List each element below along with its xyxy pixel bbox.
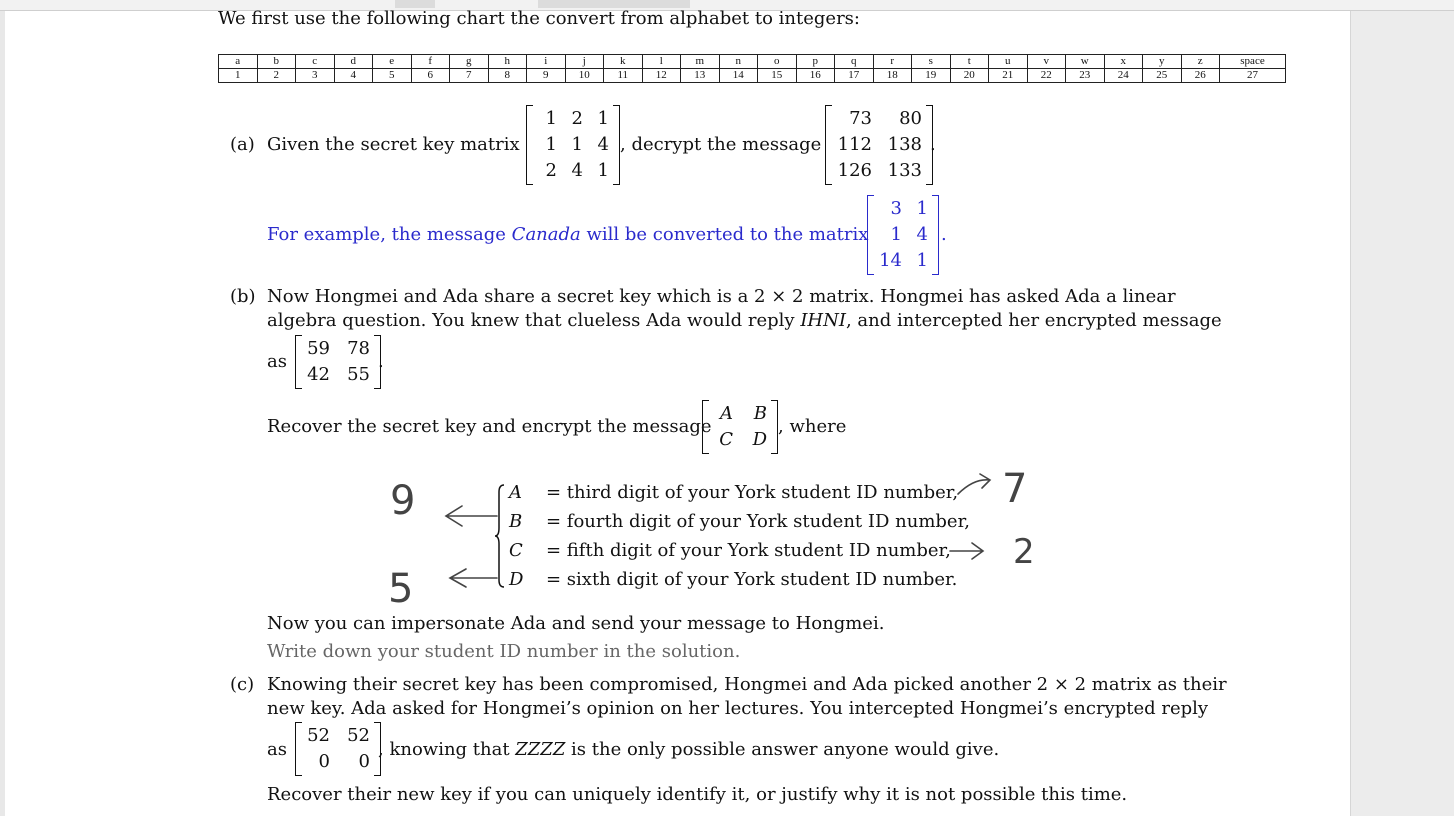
matrix-entry: 1 [571,134,583,155]
chart-value-cell: 22 [1027,69,1066,83]
part-c-knowing [378,739,999,760]
handwritten-two: 2 [1013,532,1035,572]
example-pre: For example, the message [267,224,512,245]
chart-value-cell: 12 [642,69,681,83]
chart-letter-cell: i [527,55,566,69]
matrix-entry: 4 [571,160,583,181]
chart-value-cell: 24 [1104,69,1143,83]
matrix-entry: 1 [890,224,902,245]
matrix-entry: 2 [571,108,583,129]
matrix-entry: D [752,429,767,450]
chart-letter-cell: f [411,55,450,69]
handwritten-nine: 9 [390,478,416,524]
chart-letter-cell: s [912,55,951,69]
part-b-line1: Now Hongmei and Ada share a secret key which is a 2 × 2 matrix. Hongmei has asked Ada a linear [267,286,1176,307]
part-b-line2b: , and intercepted her encrypted message [845,310,1222,331]
matrix-entry: C [719,429,733,450]
encrypted-matrix-c [295,722,381,776]
arrow-to-seven [958,474,990,494]
part-c-recover: Recover their new key if you can uniquely identify it, or justify why it is not possible this time. [267,784,1128,805]
def-var: C [509,540,523,561]
matrix-entry: A [720,403,733,424]
part-c-line1: Knowing their secret key has been compromised, Hongmei and Ada picked another 2 × 2 matrix as their [267,674,1227,695]
matrix-entry: 112 [837,134,872,155]
matrix-entry: 59 [307,338,330,359]
chart-value-cell: 15 [758,69,797,83]
chart-letter-cell: p [796,55,835,69]
def-text: = fourth digit of your York student ID number, [546,511,970,532]
chart-value-cell: 19 [912,69,951,83]
matrix-entry: 55 [347,364,370,385]
matrix-entry: 1 [916,198,928,219]
chart-letter-cell: n [719,55,758,69]
def-var: A [509,482,522,503]
chart-value-cell: 1 [219,69,258,83]
chart-letter-cell: m [681,55,720,69]
matrix-entry: 80 [899,108,922,129]
matrix-entry: 138 [887,134,922,155]
chart-letter-cell: c [296,55,335,69]
chart-value-cell: 4 [334,69,373,83]
matrix-entry: 133 [887,160,922,181]
matrix-entry: 73 [849,108,872,129]
example-post: will be converted to the matrix [580,224,869,245]
chart-value-cell: 10 [565,69,604,83]
example-end: . [941,224,947,245]
chart-letter-cell: z [1181,55,1220,69]
matrix-entry: 52 [347,725,370,746]
chart-letter-cell: k [604,55,643,69]
matrix-entry: 42 [307,364,330,385]
part-b-line2a: algebra question. You knew that clueless Ada would reply [267,310,801,331]
arrow-to-five [450,569,497,587]
zzzz-text: ZZZZ [515,739,566,760]
chart-letter-cell: q [835,55,874,69]
chart-value-cell: 25 [1143,69,1182,83]
chart-letter-cell: t [950,55,989,69]
matrix-entry: 1 [597,160,609,181]
recover-text: Recover the secret key and encrypt the message [267,416,712,437]
chart-value-cell: 18 [873,69,912,83]
part-c-line2: new key. Ada asked for Hongmei’s opinion on her lectures. You intercepted Hongmei’s encrypted reply [267,698,1209,719]
part-b-as: as [267,351,287,372]
chart-value-cell: 6 [411,69,450,83]
matrix-entry: 78 [347,338,370,359]
matrix-entry: 52 [307,725,330,746]
part-c-after-a: , knowing that [378,739,516,760]
part-b-label: (b) [230,286,256,307]
part-a-end: . [930,134,936,155]
chart-letter-cell: v [1027,55,1066,69]
chart-letter-cell: l [642,55,681,69]
write-down-text: Write down your student ID number in the solution. [267,641,741,662]
matrix-entry: 0 [318,751,330,772]
chart-value-cell: 17 [835,69,874,83]
matrix-entry: 1 [916,250,928,271]
matrix-entry: 4 [597,134,609,155]
chart-value-cell: 8 [488,69,527,83]
chart-value-cell: 3 [296,69,335,83]
ada-reply: IHNI [800,310,846,331]
chart-letter-cell: r [873,55,912,69]
chart-value-cell: 16 [796,69,835,83]
matrix-entry: 4 [916,224,928,245]
where-text: , where [778,416,847,437]
part-a-text2: , decrypt the message [620,134,822,155]
matrix-entry: 1 [597,108,609,129]
chart-value-cell: 9 [527,69,566,83]
arrow-to-nine [446,506,497,526]
matrix-entry: 2 [545,160,557,181]
def-text: = fifth digit of your York student ID number, [546,540,951,561]
chart-letter-cell: a [219,55,258,69]
arrow-to-two [950,543,983,559]
matrix-entry: 14 [879,250,902,271]
part-a-label: (a) [230,134,255,155]
chart-letter-cell: u [989,55,1028,69]
impersonate-text: Now you can impersonate Ada and send your message to Hongmei. [267,613,885,634]
chart-value-cell: 21 [989,69,1028,83]
part-c-as: as [267,739,287,760]
chart-letter-cell: x [1104,55,1143,69]
chart-value-cell: 13 [681,69,720,83]
matrix-entry: 1 [545,108,557,129]
intro-text: We first use the following chart the convert from alphabet to integers: [218,8,860,29]
chart-value-cell: 23 [1066,69,1105,83]
chart-letter-cell: h [488,55,527,69]
def-var: B [509,511,523,532]
handwritten-seven: 7 [1002,466,1028,512]
chart-letter-cell: e [373,55,412,69]
chart-value-cell: 7 [450,69,489,83]
matrix-entry: B [753,403,767,424]
matrix-entry: 0 [358,751,370,772]
chart-value-cell: 2 [257,69,296,83]
handwritten-five: 5 [388,566,414,612]
part-c-after-b: is the only possible answer anyone would give. [565,739,1000,760]
chart-letter-cell: g [450,55,489,69]
chart-letter-cell: d [334,55,373,69]
part-b-end: . [378,351,384,372]
matrix-entry: 1 [545,134,557,155]
chart-value-cell: 26 [1181,69,1220,83]
chart-letter-cell: b [257,55,296,69]
chart-value-cell: 20 [950,69,989,83]
example-word: Canada [511,224,581,245]
chart-value-cell: 14 [719,69,758,83]
def-text: = third digit of your York student ID number, [546,482,959,503]
part-a-text: Given the secret key matrix [267,134,520,155]
chart-letter-cell: j [565,55,604,69]
matrix-entry: 126 [837,160,872,181]
chart-value-cell: 11 [604,69,643,83]
chart-letter-cell: space [1220,55,1286,69]
def-var: D [509,569,524,590]
chart-value-cell: 5 [373,69,412,83]
chart-value-cell: 27 [1220,69,1286,83]
matrix-entry: 3 [890,198,902,219]
part-c-label: (c) [230,674,255,695]
chart-letter-cell: y [1143,55,1182,69]
chart-letter-cell: w [1066,55,1105,69]
chart-letter-cell: o [758,55,797,69]
def-text: = sixth digit of your York student ID number. [546,569,958,590]
